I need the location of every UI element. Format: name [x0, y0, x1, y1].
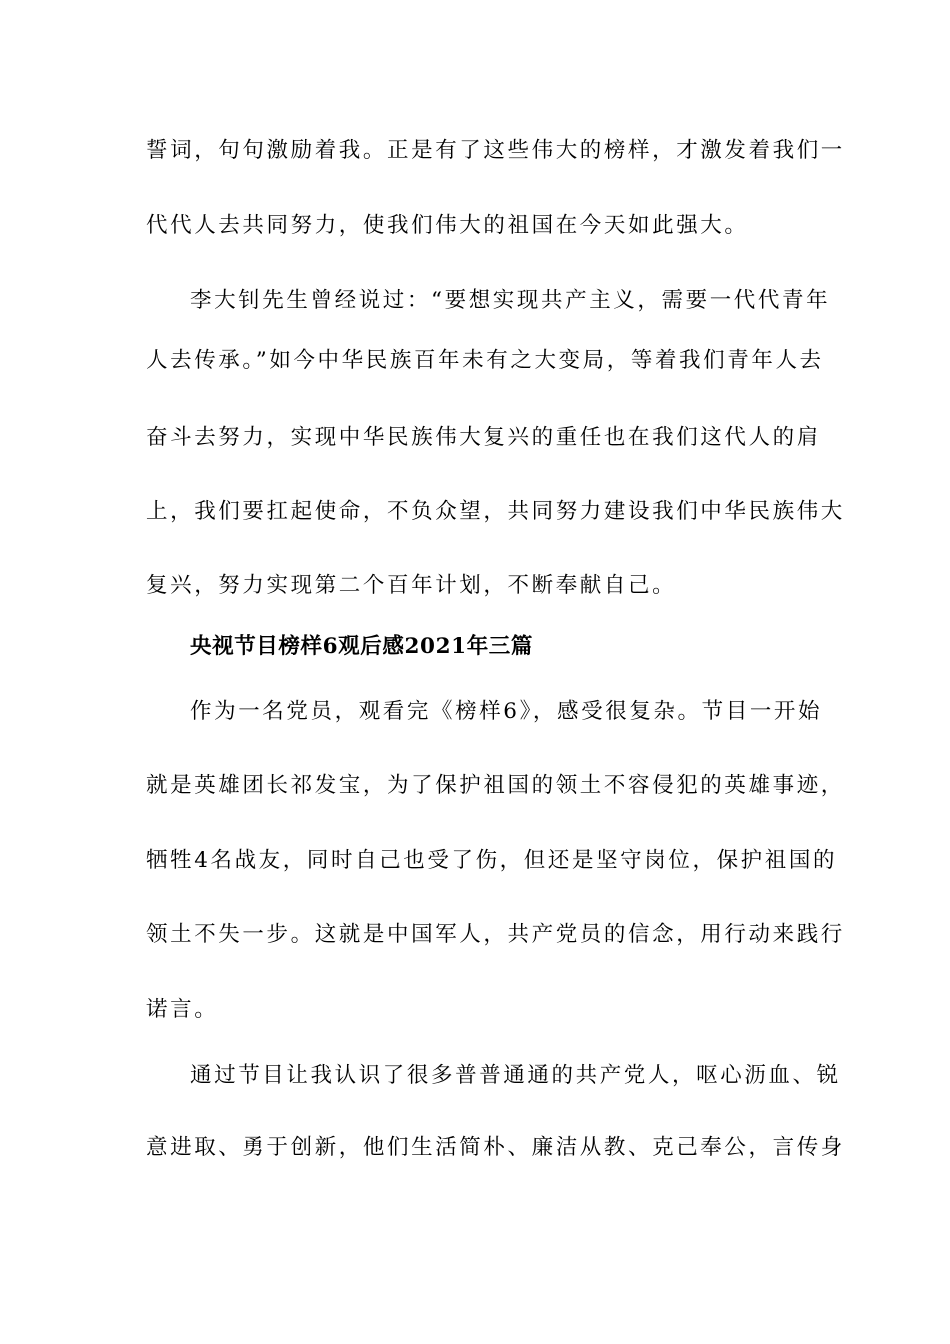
paragraph-line: 诺言。	[146, 997, 219, 1022]
paragraph-line: 誓词，句句激励着我。正是有了这些伟大的榜样，才激发着我们一	[146, 138, 845, 163]
paragraph-line: 奋斗去努力，实现中华民族伟大复兴的重任也在我们这代人的肩	[146, 425, 821, 450]
paragraph-line: 代代人去共同努力，使我们伟大的祖国在今天如此强大。	[146, 213, 749, 238]
paragraph-line: 人去传承。”如今中华民族百年未有之大变局，等着我们青年人去	[146, 348, 824, 373]
paragraph-line: 就是英雄团长祁发宝，为了保护祖国的领土不容侵犯的英雄事迹，	[146, 773, 845, 798]
paragraph-line: 领土不失一步。这就是中国军人，共产党员的信念，用行动来践行	[146, 922, 845, 947]
paragraph-line: 意进取、勇于创新，他们生活简朴、廉洁从教、克己奉公，言传身	[146, 1135, 845, 1160]
paragraph-line: 上，我们要扛起使命，不负众望，共同努力建设我们中华民族伟大	[146, 499, 845, 524]
section-heading: 央视节目榜样6观后感2021年三篇	[190, 634, 533, 659]
paragraph-line: 复兴，努力实现第二个百年计划，不断奉献自己。	[146, 573, 677, 598]
paragraph-line: 作为一名党员，观看完《榜样6》，感受很复杂。节目一开始	[190, 699, 823, 724]
paragraph-line: 李大钊先生曾经说过：“要想实现共产主义，需要一代代青年	[190, 288, 831, 313]
paragraph-line: 牺牲4名战友，同时自己也受了伤，但还是坚守岗位，保护祖国的	[146, 848, 838, 873]
paragraph-line: 通过节目让我认识了很多普普通通的共产党人，呕心沥血、锐	[190, 1063, 841, 1088]
